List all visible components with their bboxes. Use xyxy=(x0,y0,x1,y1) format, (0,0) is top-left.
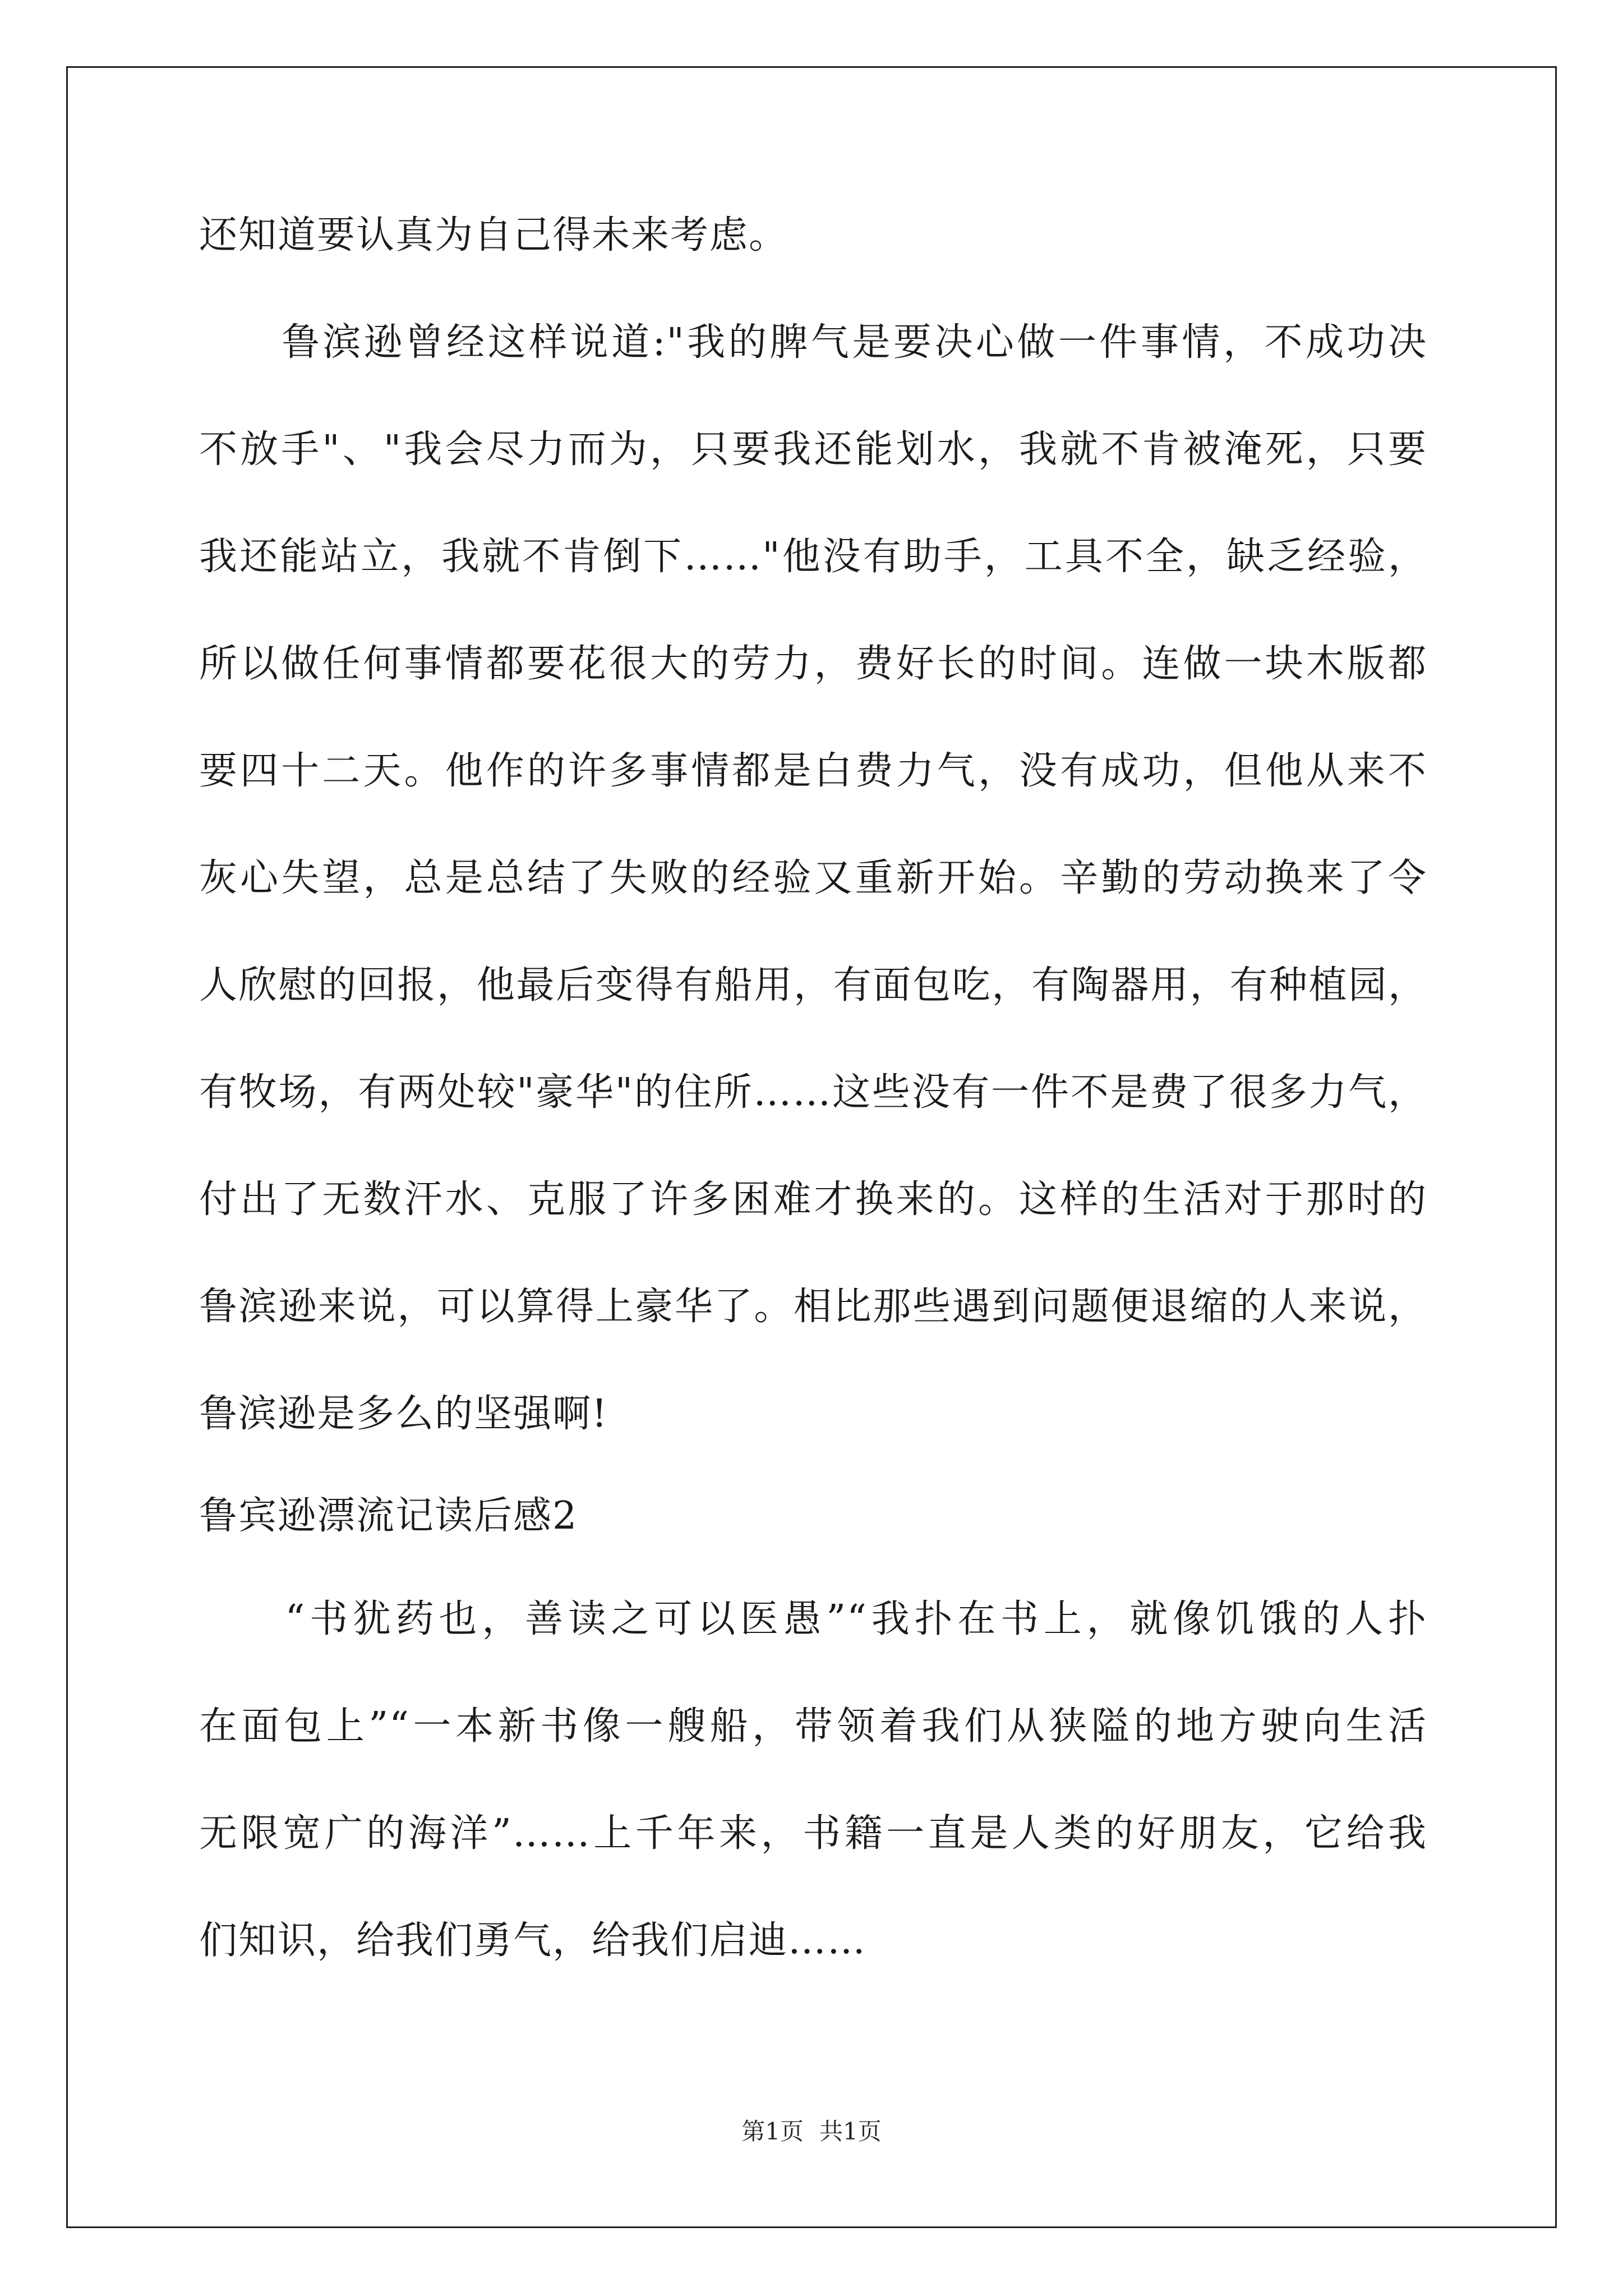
paragraph-line: 鲁滨逊来说，可以算得上豪华了。相比那些遇到问题便退缩的人来说， xyxy=(199,1285,1427,1329)
paragraph-line: 鲁滨逊曾经这样说道:"我的脾气是要决心做一件事情，不成功决 xyxy=(199,320,1427,365)
paragraph-line: 我还能站立，我就不肯倒下……"他没有助手，工具不全，缺乏经验， xyxy=(199,535,1427,579)
paragraph-line: 不放手"、"我会尽力而为，只要我还能划水，我就不肯被淹死，只要 xyxy=(199,427,1427,472)
paragraph-line: 无限宽广的海洋”……上千年来，书籍一直是人类的好朋友，它给我 xyxy=(199,1811,1427,1856)
paragraph-line: 鲁滨逊是多么的坚强啊! xyxy=(199,1392,608,1436)
paragraph-line: 要四十二天。他作的许多事情都是白费力气，没有成功，但他从来不 xyxy=(199,749,1427,793)
page-total: 共1页 xyxy=(819,2118,882,2145)
paragraph-line: 付出了无数汗水、克服了许多困难才换来的。这样的生活对于那时的 xyxy=(199,1177,1427,1222)
page-number: 第1页 xyxy=(741,2118,804,2145)
paragraph-line: 在面包上”“一本新书像一艘船，带领着我们从狭隘的地方驶向生活 xyxy=(199,1704,1427,1749)
page-border xyxy=(66,66,1557,2228)
page-footer xyxy=(0,2115,1623,2148)
paragraph-line: 所以做任何事情都要花很大的劳力，费好长的时间。连做一块木版都 xyxy=(199,642,1427,686)
paragraph-line: 灰心失望，总是总结了失败的经验又重新开始。辛勤的劳动换来了令 xyxy=(199,856,1427,900)
section-heading: 鲁宾逊漂流记读后感2 xyxy=(199,1494,578,1538)
paragraph-line: 还知道要认真为自己得未来考虑。 xyxy=(199,213,789,257)
paragraph-line: 们知识，给我们勇气，给我们启迪…… xyxy=(199,1918,867,1963)
paragraph-line: “书犹药也，善读之可以医愚”“我扑在书上，就像饥饿的人扑 xyxy=(199,1597,1427,1641)
paragraph-line: 人欣慰的回报，他最后变得有船用，有面包吃，有陶器用，有种植园， xyxy=(199,963,1427,1007)
paragraph-line: 有牧场，有两处较"豪华"的住所……这些没有一件不是费了很多力气， xyxy=(199,1070,1427,1115)
